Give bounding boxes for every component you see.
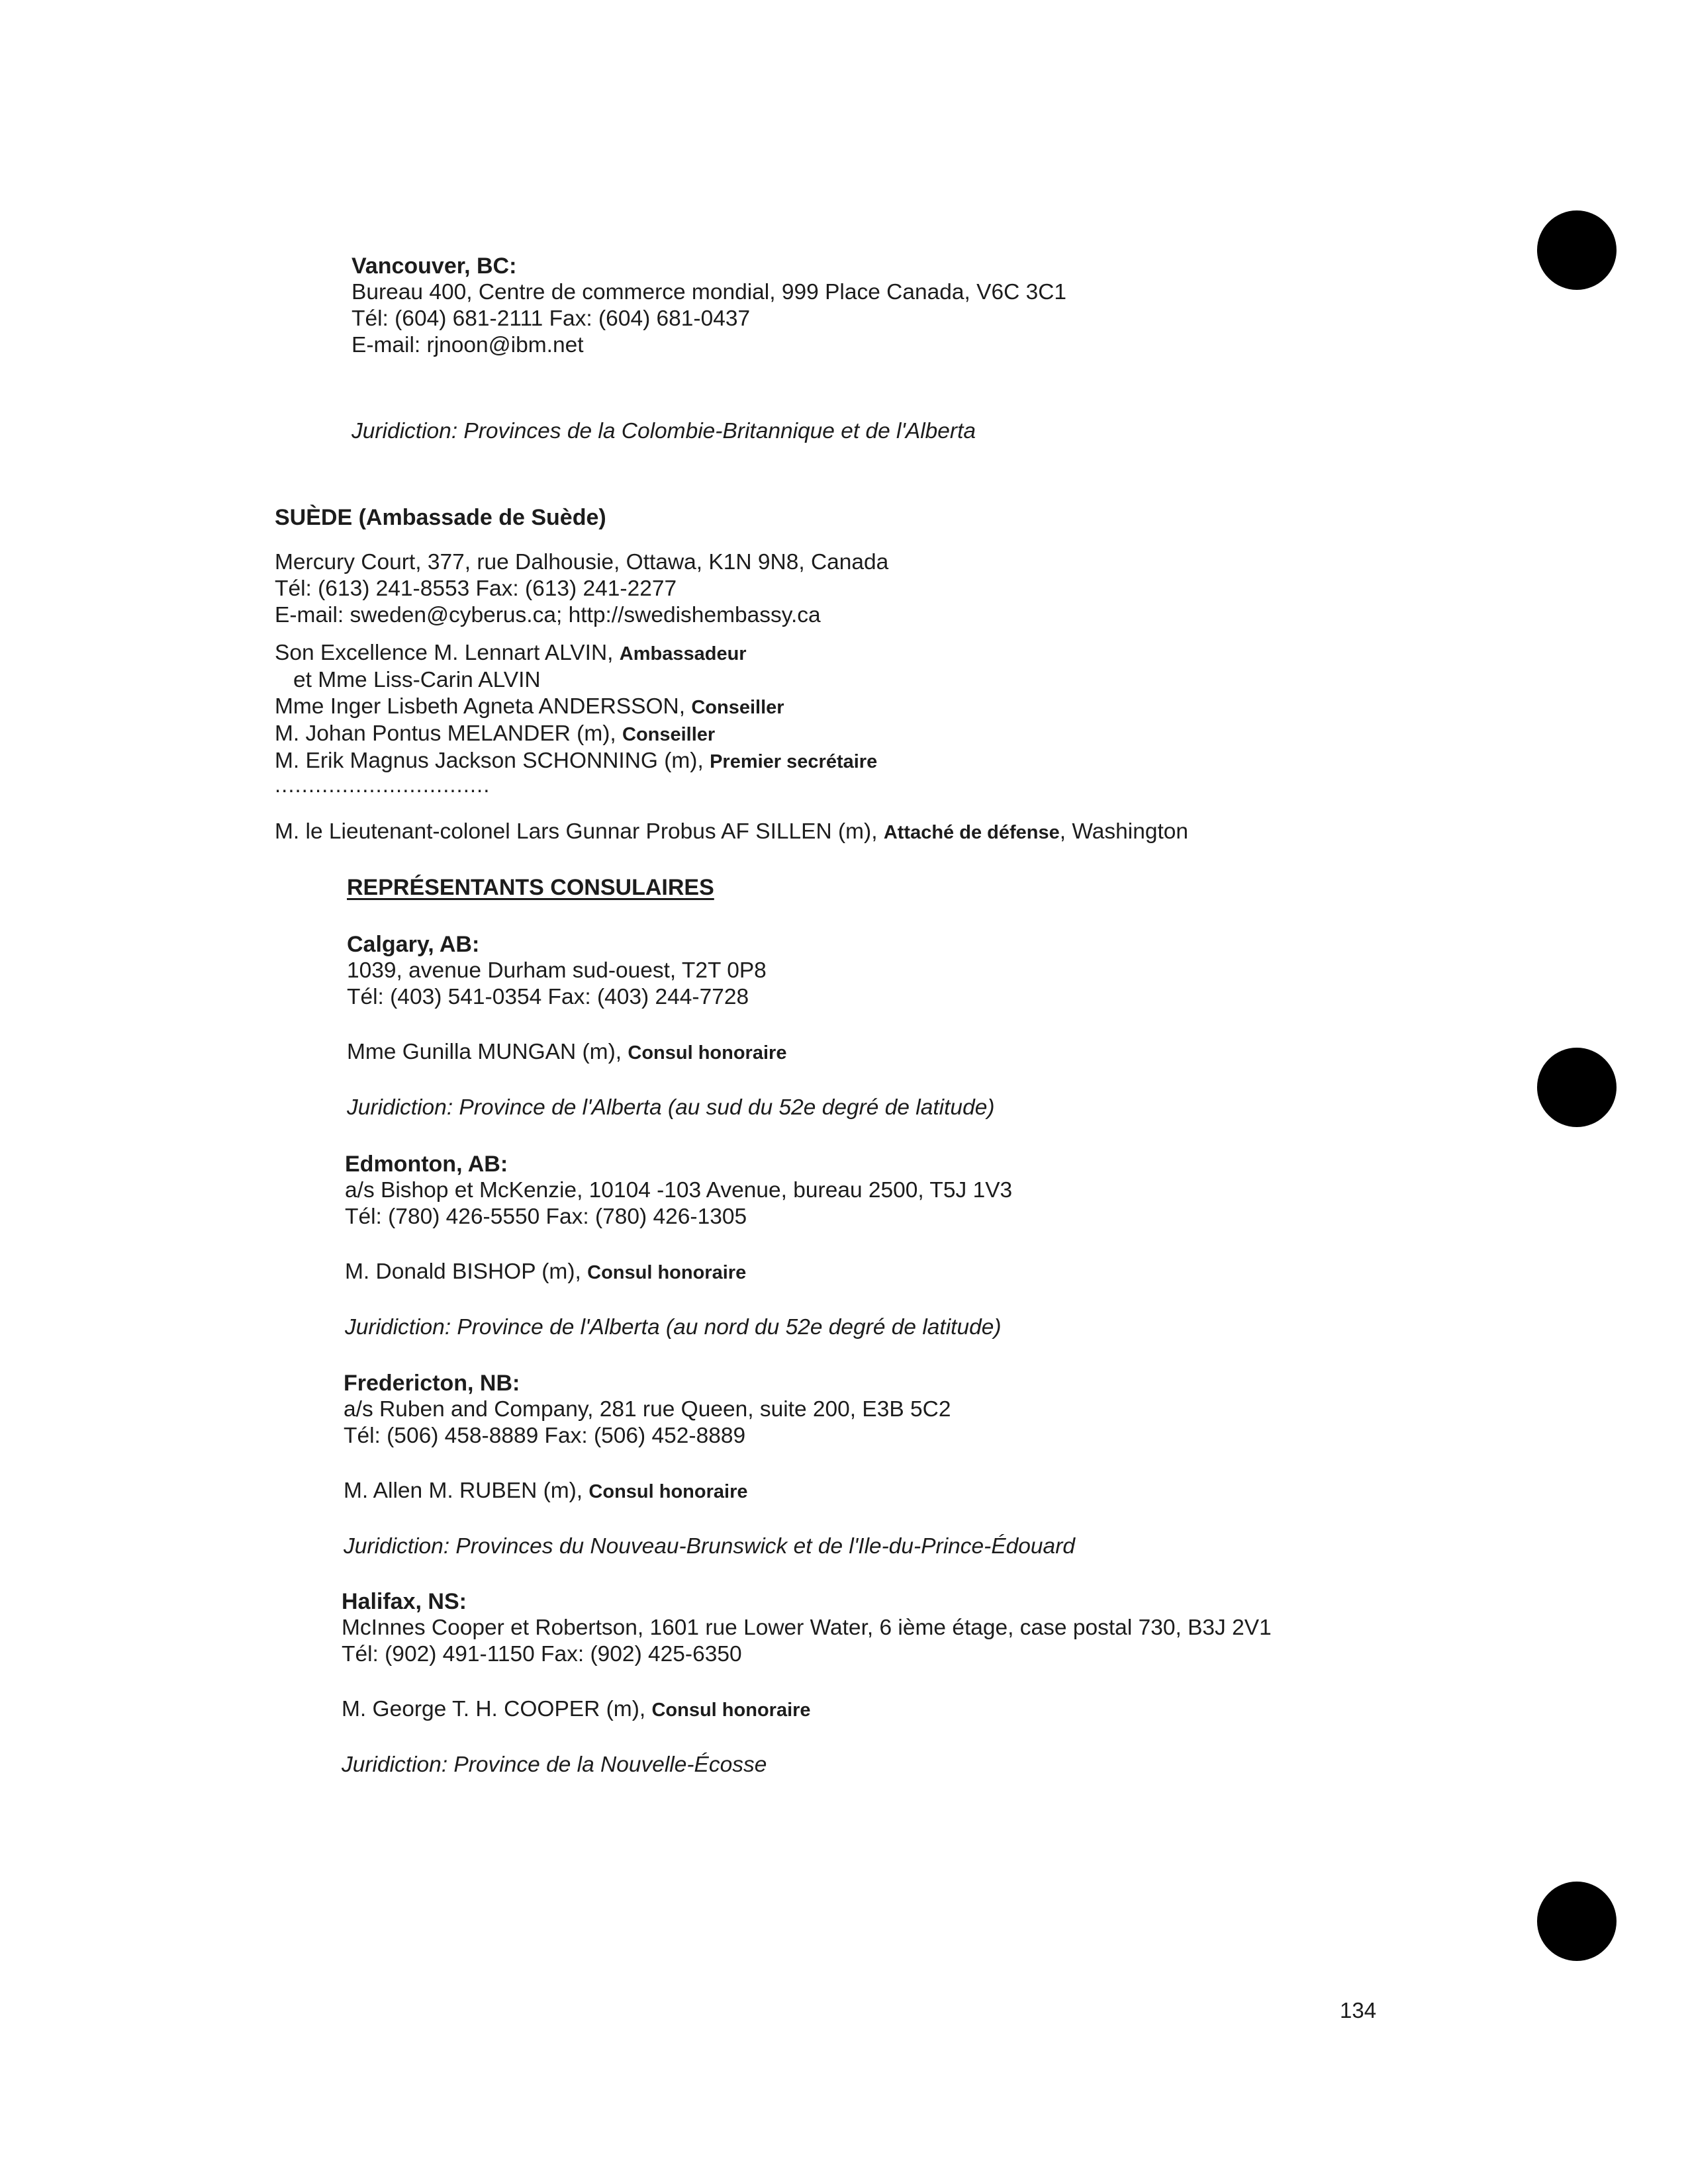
consul-name: M. Donald BISHOP (m), xyxy=(345,1259,588,1284)
office-heading: Calgary, AB: xyxy=(347,932,480,957)
consul-entry xyxy=(342,1696,811,1723)
consul-name: M. Allen M. RUBEN (m), xyxy=(344,1479,589,1503)
punch-hole-icon xyxy=(1537,1048,1617,1127)
office-heading: Vancouver, BC: xyxy=(352,253,517,279)
staff-name: M. Johan Pontus MELANDER (m), xyxy=(275,721,622,746)
staff-entry xyxy=(275,640,877,667)
office-phone: Tél: (403) 541-0354 Fax: (403) 244-7728 xyxy=(347,985,749,1009)
punch-hole-icon xyxy=(1537,1882,1617,1961)
consul-role: Consul honoraire xyxy=(628,1042,787,1064)
office-heading: Edmonton, AB: xyxy=(345,1152,508,1177)
office-heading: Fredericton, NB: xyxy=(344,1371,520,1396)
staff-role: Conseiller xyxy=(622,724,716,745)
office-heading: Halifax, NS: xyxy=(342,1589,467,1614)
office-phone: Tél: (780) 426-5550 Fax: (780) 426-1305 xyxy=(345,1205,747,1229)
consul-name: M. George T. H. COOPER (m), xyxy=(342,1697,652,1721)
consular-office xyxy=(347,931,767,1011)
dotted-separator: ................................ xyxy=(275,772,491,797)
office-phone: Tél: (902) 491-1150 Fax: (902) 425-6350 xyxy=(342,1642,742,1666)
consul-role: Consul honoraire xyxy=(587,1262,747,1283)
staff-name: et Mme Liss-Carin ALVIN xyxy=(293,668,541,692)
staff-name: Mme Inger Lisbeth Agneta ANDERSSON, xyxy=(275,694,692,719)
staff-entry xyxy=(275,748,877,775)
embassy-staff-list xyxy=(275,640,877,795)
consul-entry xyxy=(344,1478,747,1505)
office-email: E-mail: rjnoon@ibm.net xyxy=(352,333,584,357)
office-address: 1039, avenue Durham sud-ouest, T2T 0P8 xyxy=(347,958,767,983)
consul-name: Mme Gunilla MUNGAN (m), xyxy=(347,1040,628,1064)
consul-entry xyxy=(347,1039,786,1066)
defense-attache-entry xyxy=(275,819,1188,846)
country-title: SUÈDE (Ambassade de Suède) xyxy=(275,505,606,530)
punch-hole-icon xyxy=(1537,210,1617,290)
consul-role: Consul honoraire xyxy=(588,1481,748,1502)
staff-entry xyxy=(275,667,877,694)
embassy-email: E-mail: sweden@cyberus.ca; http://swedishembassy.ca xyxy=(275,603,821,627)
consular-office xyxy=(344,1370,951,1449)
office-address: a/s Ruben and Company, 281 rue Queen, suite 200, E3B 5C2 xyxy=(344,1397,951,1422)
vancouver-office xyxy=(352,253,1066,359)
office-jurisdiction: Juridiction: Province de l'Alberta (au nord du 52e degré de latitude) xyxy=(345,1315,1002,1340)
staff-name: M. le Lieutenant-colonel Lars Gunnar Probus AF SILLEN (m), xyxy=(275,819,884,844)
embassy-contact xyxy=(275,549,888,629)
office-address: a/s Bishop et McKenzie, 10104 -103 Avenue, bureau 2500, T5J 1V3 xyxy=(345,1178,1013,1203)
staff-name: Son Excellence M. Lennart ALVIN, xyxy=(275,641,620,665)
office-jurisdiction: Juridiction: Province de la Nouvelle-Écosse xyxy=(342,1752,767,1777)
office-address: Bureau 400, Centre de commerce mondial, 999 Place Canada, V6C 3C1 xyxy=(352,280,1067,304)
staff-location: , Washington xyxy=(1059,819,1189,844)
embassy-phone: Tél: (613) 241-8553 Fax: (613) 241-2277 xyxy=(275,576,677,601)
embassy-address: Mercury Court, 377, rue Dalhousie, Ottawa, K1N 9N8, Canada xyxy=(275,550,889,574)
office-address: McInnes Cooper et Robertson, 1601 rue Lower Water, 6 ième étage, case postal 730, B3J 2V1 xyxy=(342,1615,1272,1640)
office-phone: Tél: (604) 681-2111 Fax: (604) 681-0437 xyxy=(352,306,751,331)
consular-office xyxy=(342,1588,1272,1668)
staff-entry xyxy=(275,721,877,748)
office-jurisdiction: Juridiction: Provinces du Nouveau-Brunswick et de l'Ile-du-Prince-Édouard xyxy=(344,1534,1075,1559)
consul-role: Consul honoraire xyxy=(651,1700,811,1721)
consular-section-title: REPRÉSENTANTS CONSULAIRES xyxy=(347,875,714,900)
office-jurisdiction: Juridiction: Provinces de la Colombie-Britannique et de l'Alberta xyxy=(352,419,976,443)
office-jurisdiction: Juridiction: Province de l'Alberta (au sud du 52e degré de latitude) xyxy=(347,1095,995,1120)
page-number: 134 xyxy=(1340,1998,1377,2023)
staff-role: Premier secrétaire xyxy=(710,751,878,772)
staff-role: Conseiller xyxy=(691,697,784,718)
staff-role: Attaché de défense xyxy=(883,822,1060,843)
consul-entry xyxy=(345,1259,746,1286)
office-phone: Tél: (506) 458-8889 Fax: (506) 452-8889 xyxy=(344,1424,746,1448)
staff-role: Ambassadeur xyxy=(619,643,747,664)
consular-office xyxy=(345,1151,1012,1230)
staff-name: M. Erik Magnus Jackson SCHONNING (m), xyxy=(275,749,710,773)
staff-entry xyxy=(275,694,877,721)
